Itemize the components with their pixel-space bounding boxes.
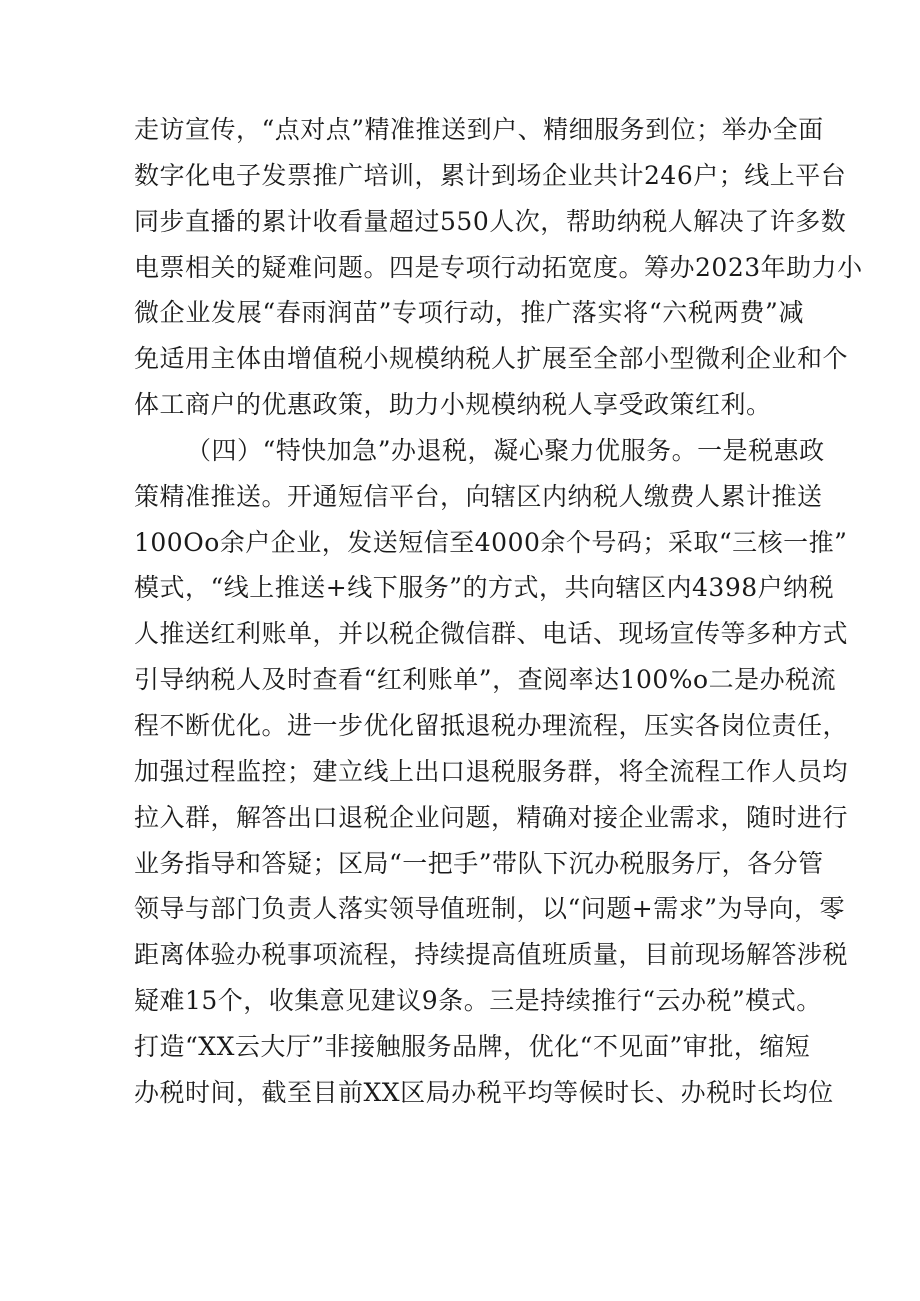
- section-heading-line: （四）“特快加急”办退税，凝心聚力优服务。一是税惠政: [186, 435, 825, 465]
- text-line: 电票相关的疑难问题。四是专项行动拓宽度。筹办2023年助力小: [134, 252, 863, 282]
- text-line: 打造“XX云大厅”非接触服务品牌，优化“不见面”审批，缩短: [134, 1031, 811, 1061]
- text-line: 人推送红利账单，并以税企微信群、电话、现场宣传等多种方式: [134, 619, 849, 649]
- text-line: 疑难15个，收集意见建议9条。三是持续推行“云办税”模式。: [134, 986, 822, 1016]
- text-line: 100Oo余户企业，发送短信至4000余个号码；采取“三核一推”: [134, 527, 848, 557]
- text-line: 模式，“线上推送+线下服务”的方式，共向辖区内4398户纳税: [134, 573, 835, 603]
- text-line: 体工商户的优惠政策，助力小规模纳税人享受政策红利。: [134, 390, 772, 420]
- body-text: [134, 107, 863, 1116]
- text-line: 免适用主体由增值税小规模纳税人扩展至全部小型微利企业和个: [134, 344, 849, 374]
- text-line: 领导与部门负责人落实领导值班制，以“问题+需求”为导向，零: [134, 894, 846, 924]
- text-line: 数字化电子发票推广培训，累计到场企业共计246户；线上平台: [134, 160, 847, 190]
- text-line: 拉入群，解答出口退税企业问题，精确对接企业需求，随时进行: [134, 802, 849, 832]
- text-line: 加强过程监控；建立线上出口退税服务群，将全流程工作人员均: [134, 756, 849, 786]
- text-line: 引导纳税人及时查看“红利账单”，查阅率达100%o二是办税流: [134, 665, 837, 695]
- text-line: 策精准推送。开通短信平台，向辖区内纳税人缴费人累计推送: [134, 481, 823, 511]
- text-line: 同步直播的累计收看量超过550人次，帮助纳税人解决了许多数: [134, 206, 847, 236]
- text-line: 办税时间，截至目前XX区局办税平均等候时长、办税时长均位: [134, 1077, 834, 1107]
- text-line: 微企业发展“春雨润苗”专项行动，推广落实将“六税两费”减: [134, 298, 804, 328]
- text-line: 业务指导和答疑；区局“一把手”带队下沉办税服务厅，各分管: [134, 848, 824, 878]
- text-line: 程不断优化。进一步优化留抵退税办理流程，压实各岗位责任，: [134, 710, 849, 740]
- text-line: 走访宣传，“点对点”精准推送到户、精细服务到位；举办全面: [134, 115, 824, 144]
- text-line: 距离体验办税事项流程，持续提高值班质量，目前现场解答涉税: [134, 940, 849, 970]
